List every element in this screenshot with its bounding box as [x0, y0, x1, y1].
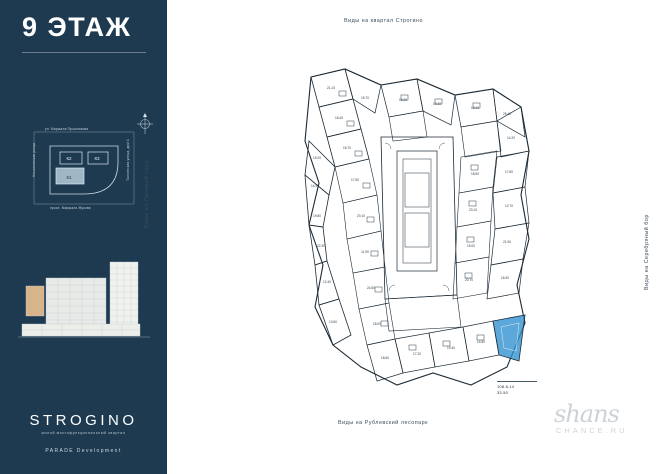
sidebar — [0, 0, 167, 474]
svg-text:15.70: 15.70 — [361, 96, 369, 100]
floor-plan-drawing — [285, 55, 545, 400]
svg-text:23.10: 23.10 — [469, 208, 477, 212]
svg-text:25.40: 25.40 — [503, 112, 511, 116]
title-divider — [22, 52, 146, 53]
svg-text:11.90: 11.90 — [361, 250, 369, 254]
brand-subtitle: жилой многофункциональный квартал — [41, 431, 126, 435]
page-title: 9 ЭТАЖ — [22, 12, 132, 42]
svg-text:19.80: 19.80 — [313, 214, 321, 218]
svg-text:17.80: 17.80 — [505, 170, 513, 174]
svg-text:24.60: 24.60 — [367, 286, 375, 290]
callout-number: 33.50 — [497, 389, 509, 395]
view-label-left: Виды на Липовый пруд — [144, 160, 150, 228]
svg-text:16.70: 16.70 — [343, 146, 351, 150]
svg-text:К2: К2 — [66, 156, 72, 161]
view-label-bottom: Виды на Рублевский лесопарк — [338, 420, 428, 426]
svg-text:12.70: 12.70 — [505, 204, 513, 208]
site-plan — [22, 110, 146, 220]
svg-text:К3: К3 — [94, 156, 100, 161]
building-elevation — [18, 258, 150, 348]
svg-text:15.00: 15.00 — [467, 244, 475, 248]
svg-text:21.10: 21.10 — [327, 86, 335, 90]
svg-text:19.30: 19.30 — [433, 102, 441, 106]
svg-text:К1: К1 — [66, 175, 72, 180]
site-label-bottom: просп. Маршала Жукова — [50, 206, 91, 210]
brand-name: STROGINO — [29, 412, 138, 429]
unit-area-callout — [497, 381, 541, 396]
view-label-right: Виды на Серебряный бор — [644, 214, 650, 290]
svg-text:18.00: 18.00 — [373, 322, 381, 326]
watermark-subtitle: CHANCE.RU — [556, 426, 628, 435]
callout-rule — [497, 381, 537, 382]
svg-text:15.20: 15.20 — [313, 156, 321, 160]
svg-text:18.40: 18.40 — [335, 116, 343, 120]
site-label-top: ул. Маршала Прошлякова — [45, 127, 89, 131]
svg-text:16.20: 16.20 — [399, 98, 407, 102]
site-label-right: Таллинская улица, дом 1 — [126, 139, 130, 181]
svg-text:22.30: 22.30 — [317, 244, 325, 248]
svg-text:18.60: 18.60 — [381, 356, 389, 360]
svg-text:13.60: 13.60 — [329, 320, 337, 324]
view-label-top: Виды на квартал Строгино — [344, 18, 423, 24]
svg-text:17.20: 17.20 — [413, 352, 421, 356]
callout-area: 108.8,14 — [497, 384, 515, 389]
svg-text:20.70: 20.70 — [465, 278, 473, 282]
brand-block — [0, 412, 167, 454]
site-label-left: Неклиновская улица — [32, 142, 36, 178]
svg-text:21.90: 21.90 — [503, 240, 511, 244]
svg-text:17.50: 17.50 — [351, 178, 359, 182]
svg-text:16.50: 16.50 — [501, 276, 509, 280]
compass-icon — [134, 112, 156, 140]
svg-text:13.10: 13.10 — [471, 106, 479, 110]
watermark — [548, 398, 656, 442]
svg-text:20.10: 20.10 — [357, 214, 365, 218]
svg-text:14.20: 14.20 — [507, 136, 515, 140]
svg-text:12.40: 12.40 — [323, 280, 331, 284]
svg-text:14.80: 14.80 — [477, 340, 485, 344]
developer-name: PARADE Development — [45, 448, 122, 454]
watermark-script: shans — [554, 400, 619, 428]
svg-text:19.40: 19.40 — [447, 346, 455, 350]
svg-text:18.90: 18.90 — [471, 172, 479, 176]
svg-text:14.90: 14.90 — [311, 184, 319, 188]
